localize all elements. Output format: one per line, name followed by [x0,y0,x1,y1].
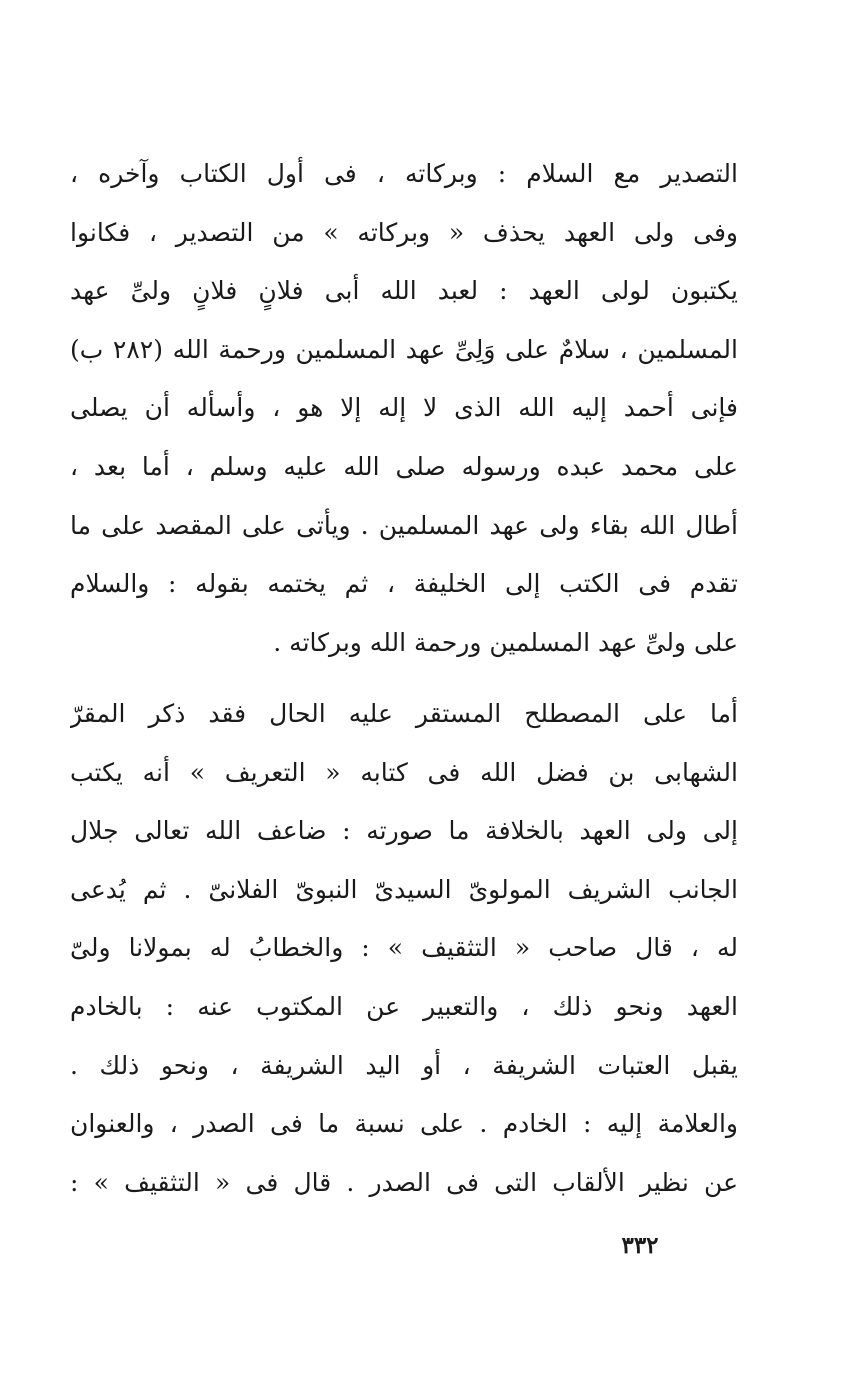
text-line: على ولىِّ عهد المسلمين ورحمة الله وبركاته . [273,627,738,657]
text-line: أطال الله بقاء ولى عهد المسلمين . ويأتى على المقصد على ما [70,510,738,540]
text-line: أما على المصطلح المستقر عليه الحال فقد ذكر المقرّ [70,699,738,728]
text-line: عن نظير الألقاب التى فى الصدر . قال فى « التثقيف » : [70,1167,738,1197]
text-line: العهد ونحو ذلك ، والتعبير عن المكتوب عنه : بالخادم [70,991,738,1021]
text-line: فإنى أحمد إليه الله الذى لا إله إلا هو ، وأسأله أن يصلى [70,393,738,423]
text-line: وفى ولى العهد يحذف « وبركاته » من التصدير ، فكانوا [70,217,738,247]
paragraph-2 [70,685,738,1212]
text-line: المسلمين ، سلامٌ على وَلِىِّ عهد المسلمين ورحمة الله (٢٨٢ ب) [70,334,738,364]
text-line: إلى ولى العهد بالخلافة ما صورته : ضاعف الله تعالى جلال [70,816,738,846]
text-line: له ، قال صاحب « التثقيف » : والخطابُ له بمولانا ولىّ [70,933,738,963]
text-line: تقدم فى الكتب إلى الخليفة ، ثم يختمه بقوله : والسلام [70,569,738,599]
text-line: الشهابى بن فضل الله فى كتابه « التعريف » أنه يكتب [70,757,738,787]
text-line: يقبل العتبات الشريفة ، أو اليد الشريفة ، ونحو ذلك . [70,1050,738,1080]
text-line: يكتبون لولى العهد : لعبد الله أبى فلانٍ فلانٍ ولىِّ عهد [70,276,738,306]
text-line: على محمد عبده ورسوله صلى الله عليه وسلم ، أما بعد ، [70,451,738,481]
paragraph-1 [70,145,738,672]
page-number: ٣٣٢ [621,1232,659,1259]
text-line: التصدير مع السلام : وبركاته ، فى أول الكتاب وآخره ، [70,159,738,188]
text-line: الجانب الشريف المولوىّ السيدىّ النبوىّ الفلانىّ . ثم يُدعى [70,874,738,904]
text-line: والعلامة إليه : الخادم . على نسبة ما فى الصدر ، والعنوان [70,1109,738,1139]
